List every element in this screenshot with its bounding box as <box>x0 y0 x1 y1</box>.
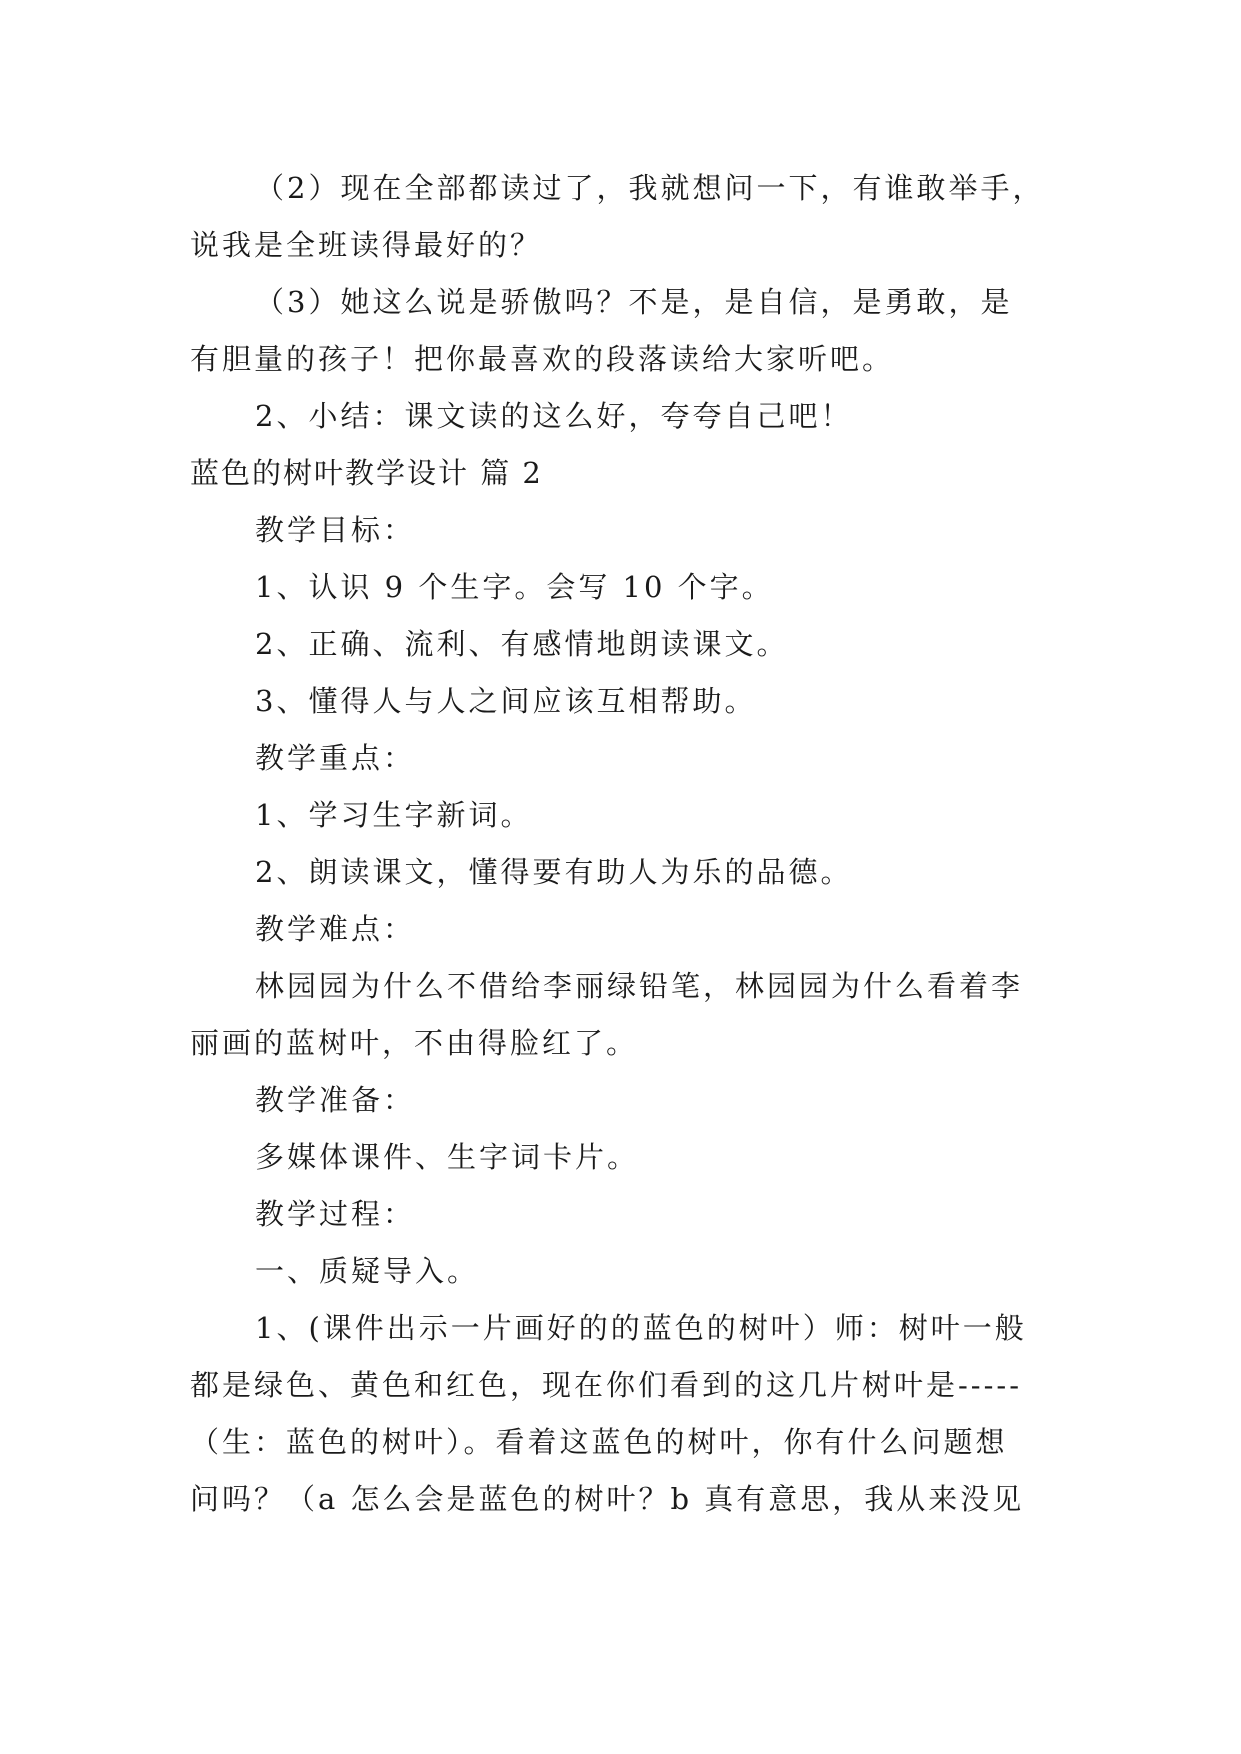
paragraph-line: 1、(课件出示一片画好的的蓝色的树叶）师：树叶一般 <box>255 1311 1027 1345</box>
paragraph-line: 1、认识 9 个生字。会写 10 个字。 <box>255 570 774 604</box>
paragraph-line: 问吗？（a 怎么会是蓝色的树叶？b 真有意思，我从来没见 <box>190 1482 1025 1516</box>
paragraph-line: 都是绿色、黄色和红色，现在你们看到的这几片树叶是----- <box>190 1368 1022 1402</box>
paragraph-line: （3）她这么说是骄傲吗？不是，是自信，是勇敢，是 <box>255 285 1013 319</box>
paragraph-line: 教学重点： <box>255 741 416 775</box>
paragraph-line: 多媒体课件、生字词卡片。 <box>255 1140 640 1174</box>
paragraph-line: 说我是全班读得最好的？ <box>190 228 543 262</box>
paragraph-line: 教学过程： <box>255 1197 416 1231</box>
paragraph-line: 有胆量的孩子！把你最喜欢的段落读给大家听吧。 <box>190 342 895 376</box>
paragraph-line: 2、正确、流利、有感情地朗读课文。 <box>255 627 789 661</box>
paragraph-line: （2）现在全部都读过了，我就想问一下，有谁敢举手， <box>255 171 1045 205</box>
section-title: 蓝色的树叶教学设计 篇 2 <box>190 456 543 490</box>
paragraph-line: （生：蓝色的树叶）。看着这蓝色的树叶，你有什么问题想 <box>190 1425 1008 1459</box>
paragraph-line: 丽画的蓝树叶，不由得脸红了。 <box>190 1026 639 1060</box>
paragraph-line: 2、朗读课文，懂得要有助人为乐的品德。 <box>255 855 853 889</box>
paragraph-line: 教学难点： <box>255 912 416 946</box>
paragraph-line: 3、懂得人与人之间应该互相帮助。 <box>255 684 757 718</box>
paragraph-line: 1、学习生字新词。 <box>255 798 533 832</box>
paragraph-line: 教学准备： <box>255 1083 416 1117</box>
paragraph-line: 教学目标： <box>255 513 416 547</box>
paragraph-line: 一、质疑导入。 <box>255 1254 480 1288</box>
paragraph-line: 林园园为什么不借给李丽绿铅笔，林园园为什么看着李 <box>255 969 1024 1003</box>
paragraph-line: 2、小结：课文读的这么好，夸夸自己吧！ <box>255 399 853 433</box>
